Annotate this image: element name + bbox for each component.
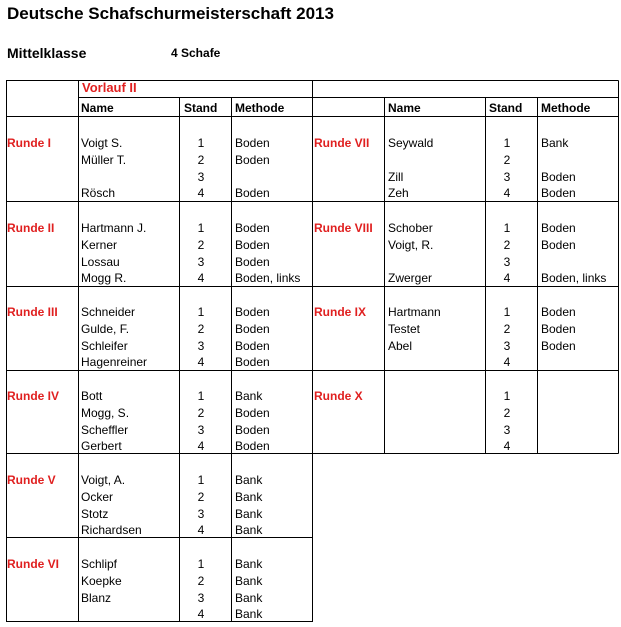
class-label: Mittelklasse [7,45,87,61]
header-stand-right: Stand [489,101,523,115]
round-label: Runde IV [7,389,60,403]
stand-number: 1 [197,136,205,150]
stand-number: 2 [197,406,205,420]
stand-number: 1 [503,389,511,403]
competitor-name: Zeh [388,186,409,200]
shearing-method: Bank [235,574,263,588]
shearing-method: Boden, links [235,271,301,285]
stand-number: 4 [197,439,205,453]
stand-number: 1 [503,136,511,150]
stand-number: 1 [503,221,511,235]
round-label: Runde IX [314,305,367,319]
competitor-name: Mogg R. [81,271,127,285]
shearing-method: Boden, links [541,271,607,285]
competitor-name: Zill [388,170,404,184]
stand-number: 2 [503,322,511,336]
stand-number: 2 [503,153,511,167]
competitor-name: Ocker [81,490,114,504]
shearing-method: Bank [541,136,569,150]
competitor-name: Schlipf [81,557,118,571]
round-label: Runde III [7,305,58,319]
shearing-method: Boden [235,355,270,369]
competitor-name: Gerbert [81,439,122,453]
page-title: Deutsche Schafschurmeisterschaft 2013 [7,4,334,23]
stand-number: 3 [197,255,205,269]
shearing-method: Boden [235,439,270,453]
shearing-method: Bank [235,591,263,605]
competitor-name: Hagenreiner [81,355,148,369]
shearing-method: Boden [235,221,270,235]
competitor-name: Koepke [81,574,122,588]
competitor-name: Testet [388,322,421,336]
shearing-method: Bank [235,473,263,487]
round-label: Runde VII [314,136,370,150]
round-label: Runde I [7,136,51,150]
header-name-left: Name [81,101,114,115]
shearing-method: Boden [541,322,576,336]
shearing-method: Bank [235,507,263,521]
round-label: Runde X [314,389,363,403]
shearing-method: Bank [235,557,263,571]
competitor-name: Bott [81,389,103,403]
stand-number: 2 [197,238,205,252]
competitor-name: Hartmann [388,305,441,319]
competitor-name: Scheffler [81,423,129,437]
round-label: Runde VI [7,557,60,571]
shearing-method: Boden [235,255,270,269]
shearing-method: Boden [541,238,576,252]
shearing-method: Bank [235,490,263,504]
competitor-name: Rösch [81,186,116,200]
shearing-method: Boden [235,136,270,150]
shearing-method: Bank [235,523,263,537]
shearing-method: Boden [235,406,270,420]
competitor-name: Voigt S. [81,136,123,150]
stand-number: 3 [197,423,205,437]
round-label: Runde V [7,473,56,487]
stand-number: 3 [197,339,205,353]
stand-number: 2 [197,322,205,336]
shearing-method: Boden [235,339,270,353]
sheep-count: 4 Schafe [171,46,221,60]
shearing-method: Boden [541,221,576,235]
competitor-name: Stotz [81,507,109,521]
stand-number: 3 [197,170,205,184]
stand-number: 4 [197,271,205,285]
stand-number: 2 [197,490,205,504]
stand-number: 4 [197,355,205,369]
shearing-method: Boden [235,322,270,336]
shearing-method: Boden [235,186,270,200]
competitor-name: Schober [388,221,433,235]
competitor-name: Müller T. [81,153,127,167]
round-label: Runde VIII [314,221,373,235]
competitor-name: Schneider [81,305,136,319]
shearing-method: Bank [235,389,263,403]
stand-number: 2 [197,153,205,167]
stand-number: 1 [503,305,511,319]
stand-number: 4 [197,607,205,621]
stand-number: 4 [503,186,511,200]
stand-number: 2 [503,238,511,252]
stand-number: 3 [503,170,511,184]
stand-number: 3 [503,255,511,269]
stand-number: 3 [503,339,511,353]
stand-number: 1 [197,473,205,487]
shearing-method: Bank [235,607,263,621]
header-stand-left: Stand [184,101,218,115]
header-method-right: Methode [541,101,591,115]
competitor-name: Gulde, F. [81,322,130,336]
stand-number: 2 [197,574,205,588]
stand-number: 3 [197,507,205,521]
competitor-name: Voigt, A. [81,473,126,487]
competitor-name: Mogg, S. [81,406,130,420]
stand-number: 4 [503,355,511,369]
shearing-method: Boden [235,305,270,319]
competitor-name: Schleifer [81,339,128,353]
competitor-name: Abel [388,339,413,353]
stand-number: 1 [197,305,205,319]
shearing-method: Boden [541,170,576,184]
competitor-name: Kerner [81,238,118,252]
round-label: Runde II [7,221,55,235]
competitor-name: Hartmann J. [81,221,147,235]
competitor-name: Zwerger [388,271,433,285]
shearing-method: Boden [235,423,270,437]
shearing-method: Boden [541,186,576,200]
competitor-name: Blanz [81,591,112,605]
shearing-method: Boden [235,153,270,167]
competitor-name: Voigt, R. [388,238,434,252]
stand-number: 4 [503,271,511,285]
shearing-method: Boden [541,339,576,353]
stand-number: 1 [197,221,205,235]
stand-number: 1 [197,557,205,571]
stand-number: 3 [503,423,511,437]
header-method-left: Methode [235,101,285,115]
stand-number: 4 [197,186,205,200]
shearing-method: Boden [235,238,270,252]
stand-number: 4 [197,523,205,537]
competitor-name: Lossau [81,255,120,269]
competitor-name: Richardsen [81,523,142,537]
stand-number: 4 [503,439,511,453]
heat-label: Vorlauf II [82,80,137,95]
stand-number: 3 [197,591,205,605]
competitor-name: Seywald [388,136,434,150]
stand-number: 2 [503,406,511,420]
shearing-method: Boden [541,305,576,319]
stand-number: 1 [197,389,205,403]
header-name-right: Name [388,101,421,115]
